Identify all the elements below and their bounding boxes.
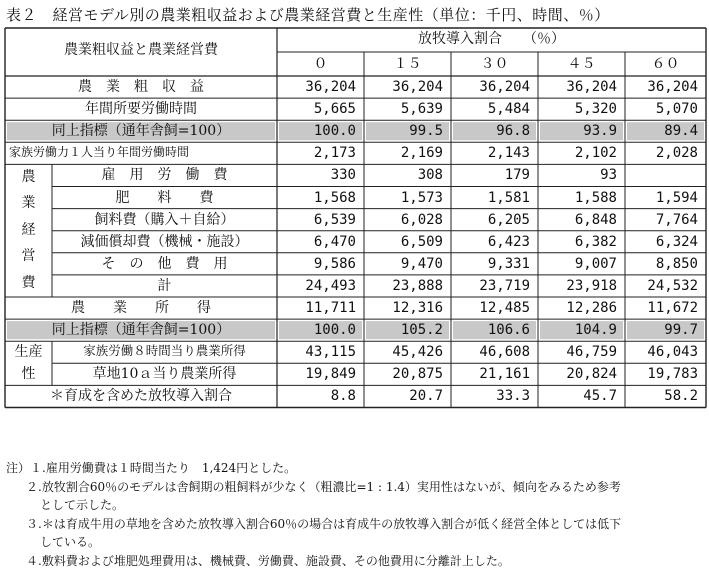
column-header: ４５ xyxy=(538,57,625,71)
notes xyxy=(6,459,706,570)
header-group-label: 放牧導入割合 （％） xyxy=(277,32,706,46)
row-label: 飼料費（購入＋自給） xyxy=(56,213,273,227)
table-cell: 1,573 xyxy=(364,191,443,205)
group-label-char: 業 xyxy=(5,196,52,210)
table-cell: 308 xyxy=(364,168,443,182)
table-cell: 12,485 xyxy=(451,301,530,315)
table-title: 表２ 経営モデル別の農業粗収益および農業経営費と生産性（単位：千円、時間、％） xyxy=(6,4,610,25)
row-label: 農 業 所 得 xyxy=(9,301,273,315)
row-label: そ の 他 費 用 xyxy=(56,257,273,271)
table-cell: 100.0 xyxy=(277,323,356,337)
table-cell: 36,204 xyxy=(451,80,530,94)
table-cell: 58.2 xyxy=(625,389,698,403)
table-cell: 9,470 xyxy=(364,257,443,271)
column-header: ０ xyxy=(277,57,364,71)
table-cell: 2,173 xyxy=(277,146,356,160)
table-cell: 9,007 xyxy=(538,257,617,271)
table-cell: 36,204 xyxy=(625,80,698,94)
row-label: 家族労働８時間当り農業所得 xyxy=(56,345,273,358)
table-cell: 1,581 xyxy=(451,191,530,205)
table-cell: 106.6 xyxy=(451,323,530,337)
table-cell: 46,608 xyxy=(451,345,530,359)
table-cell: 104.9 xyxy=(538,323,617,337)
table-cell: 20,875 xyxy=(364,367,443,381)
header-corner-label: 農業粗収益と農業経営費 xyxy=(5,43,277,57)
row-label: 同上指標（通年舎飼=100） xyxy=(9,323,273,337)
row-label: 肥 料 費 xyxy=(56,191,273,205)
table-cell: 8.8 xyxy=(277,389,356,403)
note-line: ２.放牧割合60％のモデルは舎飼期の粗飼料が少なく（粗濃比=1 : 1.4）実用性はないが、傾向をみるため参考 xyxy=(6,478,706,497)
table-cell: 330 xyxy=(277,168,356,182)
table-cell: 20,824 xyxy=(538,367,617,381)
row-label: 雇 用 労 働 費 xyxy=(56,168,273,182)
table-cell: 46,043 xyxy=(625,345,698,359)
table-cell: 11,672 xyxy=(625,301,698,315)
row-label: 減価償却費（機械・施設） xyxy=(56,235,273,249)
table-cell: 5,484 xyxy=(451,102,530,116)
group-label-char: 営 xyxy=(5,249,52,263)
table-cell: 7,764 xyxy=(625,213,698,227)
table-cell: 36,204 xyxy=(538,80,617,94)
group-label-char: 経 xyxy=(5,223,52,237)
table-cell: 5,639 xyxy=(364,102,443,116)
table-cell: 12,286 xyxy=(538,301,617,315)
table-cell: 33.3 xyxy=(451,389,530,403)
table-cell: 20.7 xyxy=(364,389,443,403)
table-cell: 6,028 xyxy=(364,213,443,227)
row-label: 計 xyxy=(52,279,277,293)
note-line: として示した。 xyxy=(6,496,706,515)
row-label: 草地10ａ当り農業所得 xyxy=(56,367,273,381)
group-label-char: 農 xyxy=(5,170,52,184)
table-cell: 12,316 xyxy=(364,301,443,315)
table-cell: 99.5 xyxy=(364,124,443,138)
table-cell: 6,205 xyxy=(451,213,530,227)
column-header: ６０ xyxy=(625,57,706,71)
table-cell: 23,918 xyxy=(538,279,617,293)
table-cell: 93 xyxy=(538,168,617,182)
table-cell: 24,493 xyxy=(277,279,356,293)
note-line: ３.＊は育成牛用の草地を含めた放牧導入割合60％の場合は育成牛の放牧導入割合が低く経営全体としては低下 xyxy=(6,515,706,534)
table-cell: 6,382 xyxy=(538,235,617,249)
group-label-char: 費 xyxy=(5,276,52,290)
column-header: ３０ xyxy=(451,57,538,71)
table-cell: 23,888 xyxy=(364,279,443,293)
table-cell: 8,850 xyxy=(625,257,698,271)
table-cell: 2,169 xyxy=(364,146,443,160)
table-cell: 99.7 xyxy=(625,323,698,337)
table-cell: 19,849 xyxy=(277,367,356,381)
table-cell: 100.0 xyxy=(277,124,356,138)
table-cell: 6,423 xyxy=(451,235,530,249)
table-cell: 24,532 xyxy=(625,279,698,293)
group-label-char: 生産 xyxy=(5,345,52,359)
table-cell: 6,848 xyxy=(538,213,617,227)
note-line: ４.敷料費および堆肥処理費用は、機械費、労働費、施設費、その他費用に分離計上した。 xyxy=(6,552,706,570)
table-cell: 1,568 xyxy=(277,191,356,205)
table-cell: 5,320 xyxy=(538,102,617,116)
row-label: 同上指標（通年舎飼=100） xyxy=(9,124,273,138)
table-cell: 45,426 xyxy=(364,345,443,359)
table-cell: 11,711 xyxy=(277,301,356,315)
table-cell: 5,665 xyxy=(277,102,356,116)
table-cell: 6,324 xyxy=(625,235,698,249)
table-cell: 5,070 xyxy=(625,102,698,116)
table-cell: 23,719 xyxy=(451,279,530,293)
table-cell: 46,759 xyxy=(538,345,617,359)
table-cell: 6,509 xyxy=(364,235,443,249)
table-cell: 1,588 xyxy=(538,191,617,205)
column-header: １５ xyxy=(364,57,451,71)
table-cell: 2,102 xyxy=(538,146,617,160)
table-cell: 36,204 xyxy=(277,80,356,94)
row-label: 農 業 粗 収 益 xyxy=(9,80,273,94)
table-cell: 89.4 xyxy=(625,124,698,138)
table-cell: 6,539 xyxy=(277,213,356,227)
group-label-char: 性 xyxy=(5,367,52,381)
table-cell: 179 xyxy=(451,168,530,182)
note-line: している。 xyxy=(6,533,706,552)
table-cell: 6,470 xyxy=(277,235,356,249)
table-cell: 36,204 xyxy=(364,80,443,94)
table-cell: 1,594 xyxy=(625,191,698,205)
note-line: 注）１.雇用労働費は１時間当たり 1,424円とした。 xyxy=(6,459,706,478)
table-cell: 9,586 xyxy=(277,257,356,271)
table-cell: 2,143 xyxy=(451,146,530,160)
row-label: 家族労働力１人当り年間労働時間 xyxy=(9,146,273,158)
table-cell: 2,028 xyxy=(625,146,698,160)
row-label: ＊育成を含めた放牧導入割合 xyxy=(9,389,273,403)
row-label: 年間所要労働時間 xyxy=(9,102,273,116)
table-cell: 105.2 xyxy=(364,323,443,337)
table-cell: 9,331 xyxy=(451,257,530,271)
table-cell: 93.9 xyxy=(538,124,617,138)
table-cell: 43,115 xyxy=(277,345,356,359)
table-cell: 96.8 xyxy=(451,124,530,138)
table-cell: 45.7 xyxy=(538,389,617,403)
table-cell: 19,783 xyxy=(625,367,698,381)
table-cell: 21,161 xyxy=(451,367,530,381)
